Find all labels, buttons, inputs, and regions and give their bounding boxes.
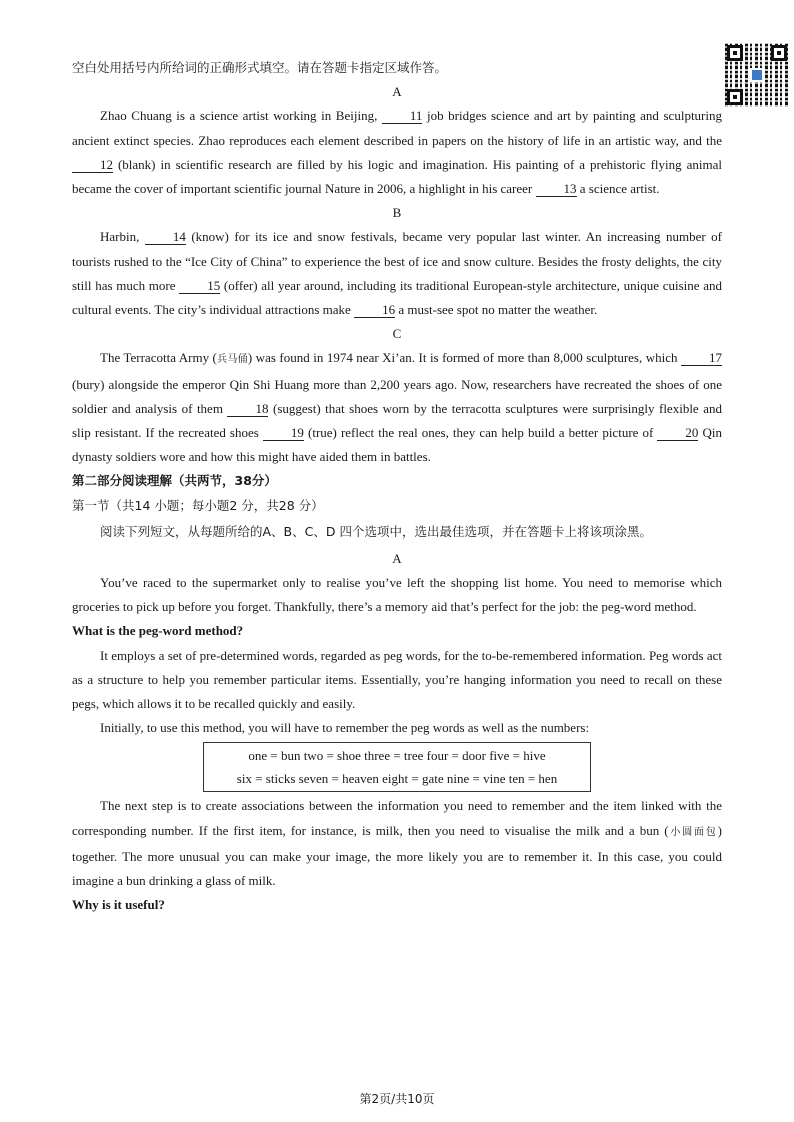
why-useful-heading: Why is it useful? — [72, 897, 165, 913]
blank-20: 20 — [657, 425, 698, 441]
blank-13: 13 — [536, 181, 577, 197]
exam-page-content — [72, 56, 722, 918]
qr-code-image — [724, 42, 790, 108]
section-b-letter: B — [392, 205, 402, 221]
part-two-heading: 第二部分阅读理解（共两节，38分） — [72, 473, 277, 489]
blank-17: 17 — [681, 350, 722, 366]
blank-11: 11 — [382, 108, 423, 124]
section-a-letter: A — [392, 84, 402, 100]
passage-a-paragraph-4: The next step is to create associations between the information you need to remember and the item linked with the corresponding number. If the first item, for instance, is milk, then you need to visualise the milk and a bun (小圆面包) together. The more unusual you can make your image, the more likely you are to remember it. In this case, you could imagine a bun drinking a glass of milk. — [72, 798, 723, 889]
passage-a-paragraph-3: Initially, to use this method, you will have to remember the peg words as well as the numbers: — [100, 720, 590, 736]
section-one-heading: 第一节（共14 小题；每小题2 分，共28 分） — [72, 497, 324, 513]
page-number-footer: 第2页/共10页 — [359, 1092, 435, 1106]
blank-19: 19 — [263, 425, 304, 441]
peg-words-line-1: one = bun two = shoe three = tree four = door five = hive — [248, 748, 546, 764]
blank-14: 14 — [145, 229, 186, 245]
section-a-paragraph: Zhao Chuang is a science artist working in Beijing, 11 job bridges science and art by painting and sculpturing ancient extinct species. Zhao reproduces each element described in papers on the history of life in an artistic way, and the 12 (blank) in scientific research are filled by his logic and imagination. His painting of a prehistoric flying animal became the cover of important scientific journal Nature in 2006, a highlight in his career 13 a science artist. — [72, 108, 722, 197]
blank-16: 16 — [354, 302, 395, 318]
passage-a-paragraph-1: You’ve raced to the supermarket only to realise you’ve left the shopping list home. You need to memorise which groceries to pick up before you forget. Thankfully, there’s a memory aid that’s perfect for the job: the peg-word method. — [72, 575, 722, 615]
blank-18: 18 — [227, 401, 268, 417]
blank-15: 15 — [179, 278, 220, 294]
passage-a-paragraph-2: It employs a set of pre-determined words, regarded as peg words, for the to-be-remembered information. Peg words act as a structure to help you remember particular items. Essentially, you’re hanging information you need to recall on these pegs, which allows it to be recalled quickly and easily. — [72, 647, 722, 712]
section-b-paragraph: Harbin, 14 (know) for its ice and snow festivals, became very popular last winter. An increasing number of tourists rushed to the “Ice City of China” to experience the best of ice and snow culture. Besides the frosty delights, the city still has much more 15 (offer) all year around, including its traditional European-style architecture, unique cuisine and cultural events. The city’s individual attractions make 16 a must-see spot no matter the weather. — [72, 229, 722, 318]
intro-instruction: 空白处用括号内所给词的正确形式填空。请在答题卡指定区域作答。 — [72, 60, 448, 75]
passage-a-letter: A — [392, 550, 402, 566]
reading-instructions: 阅读下列短文，从每题所给的A、B、C、D 四个选项中，选出最佳选项，并在答题卡上将该项涂黑。 — [100, 523, 652, 539]
peg-word-method-heading: What is the peg-word method? — [72, 623, 244, 639]
peg-words-line-2: six = sticks seven = heaven eight = gate nine = vine ten = hen — [236, 771, 558, 787]
peg-words-box — [203, 742, 591, 792]
section-c-paragraph: The Terracotta Army (兵马俑) was found in 1974 near Xi’an. It is formed of more than 8,000 sculptures, which 17 (bury) alongside the emperor Qin Shi Huang more than 2,200 years ago. Now, researchers have recreated the shoes of one soldier and analysis of them 18 (suggest) that shoes worn by the terracotta sculptures were surprisingly flexible and slip resistant. If the recreated shoes 19 (true) reflect the real ones, they can help build a better picture of 20 Qin dynasty soldiers wore and how this might have aided them in battles. — [72, 350, 723, 465]
section-c-letter: C — [392, 326, 402, 342]
blank-12: 12 — [72, 157, 113, 173]
